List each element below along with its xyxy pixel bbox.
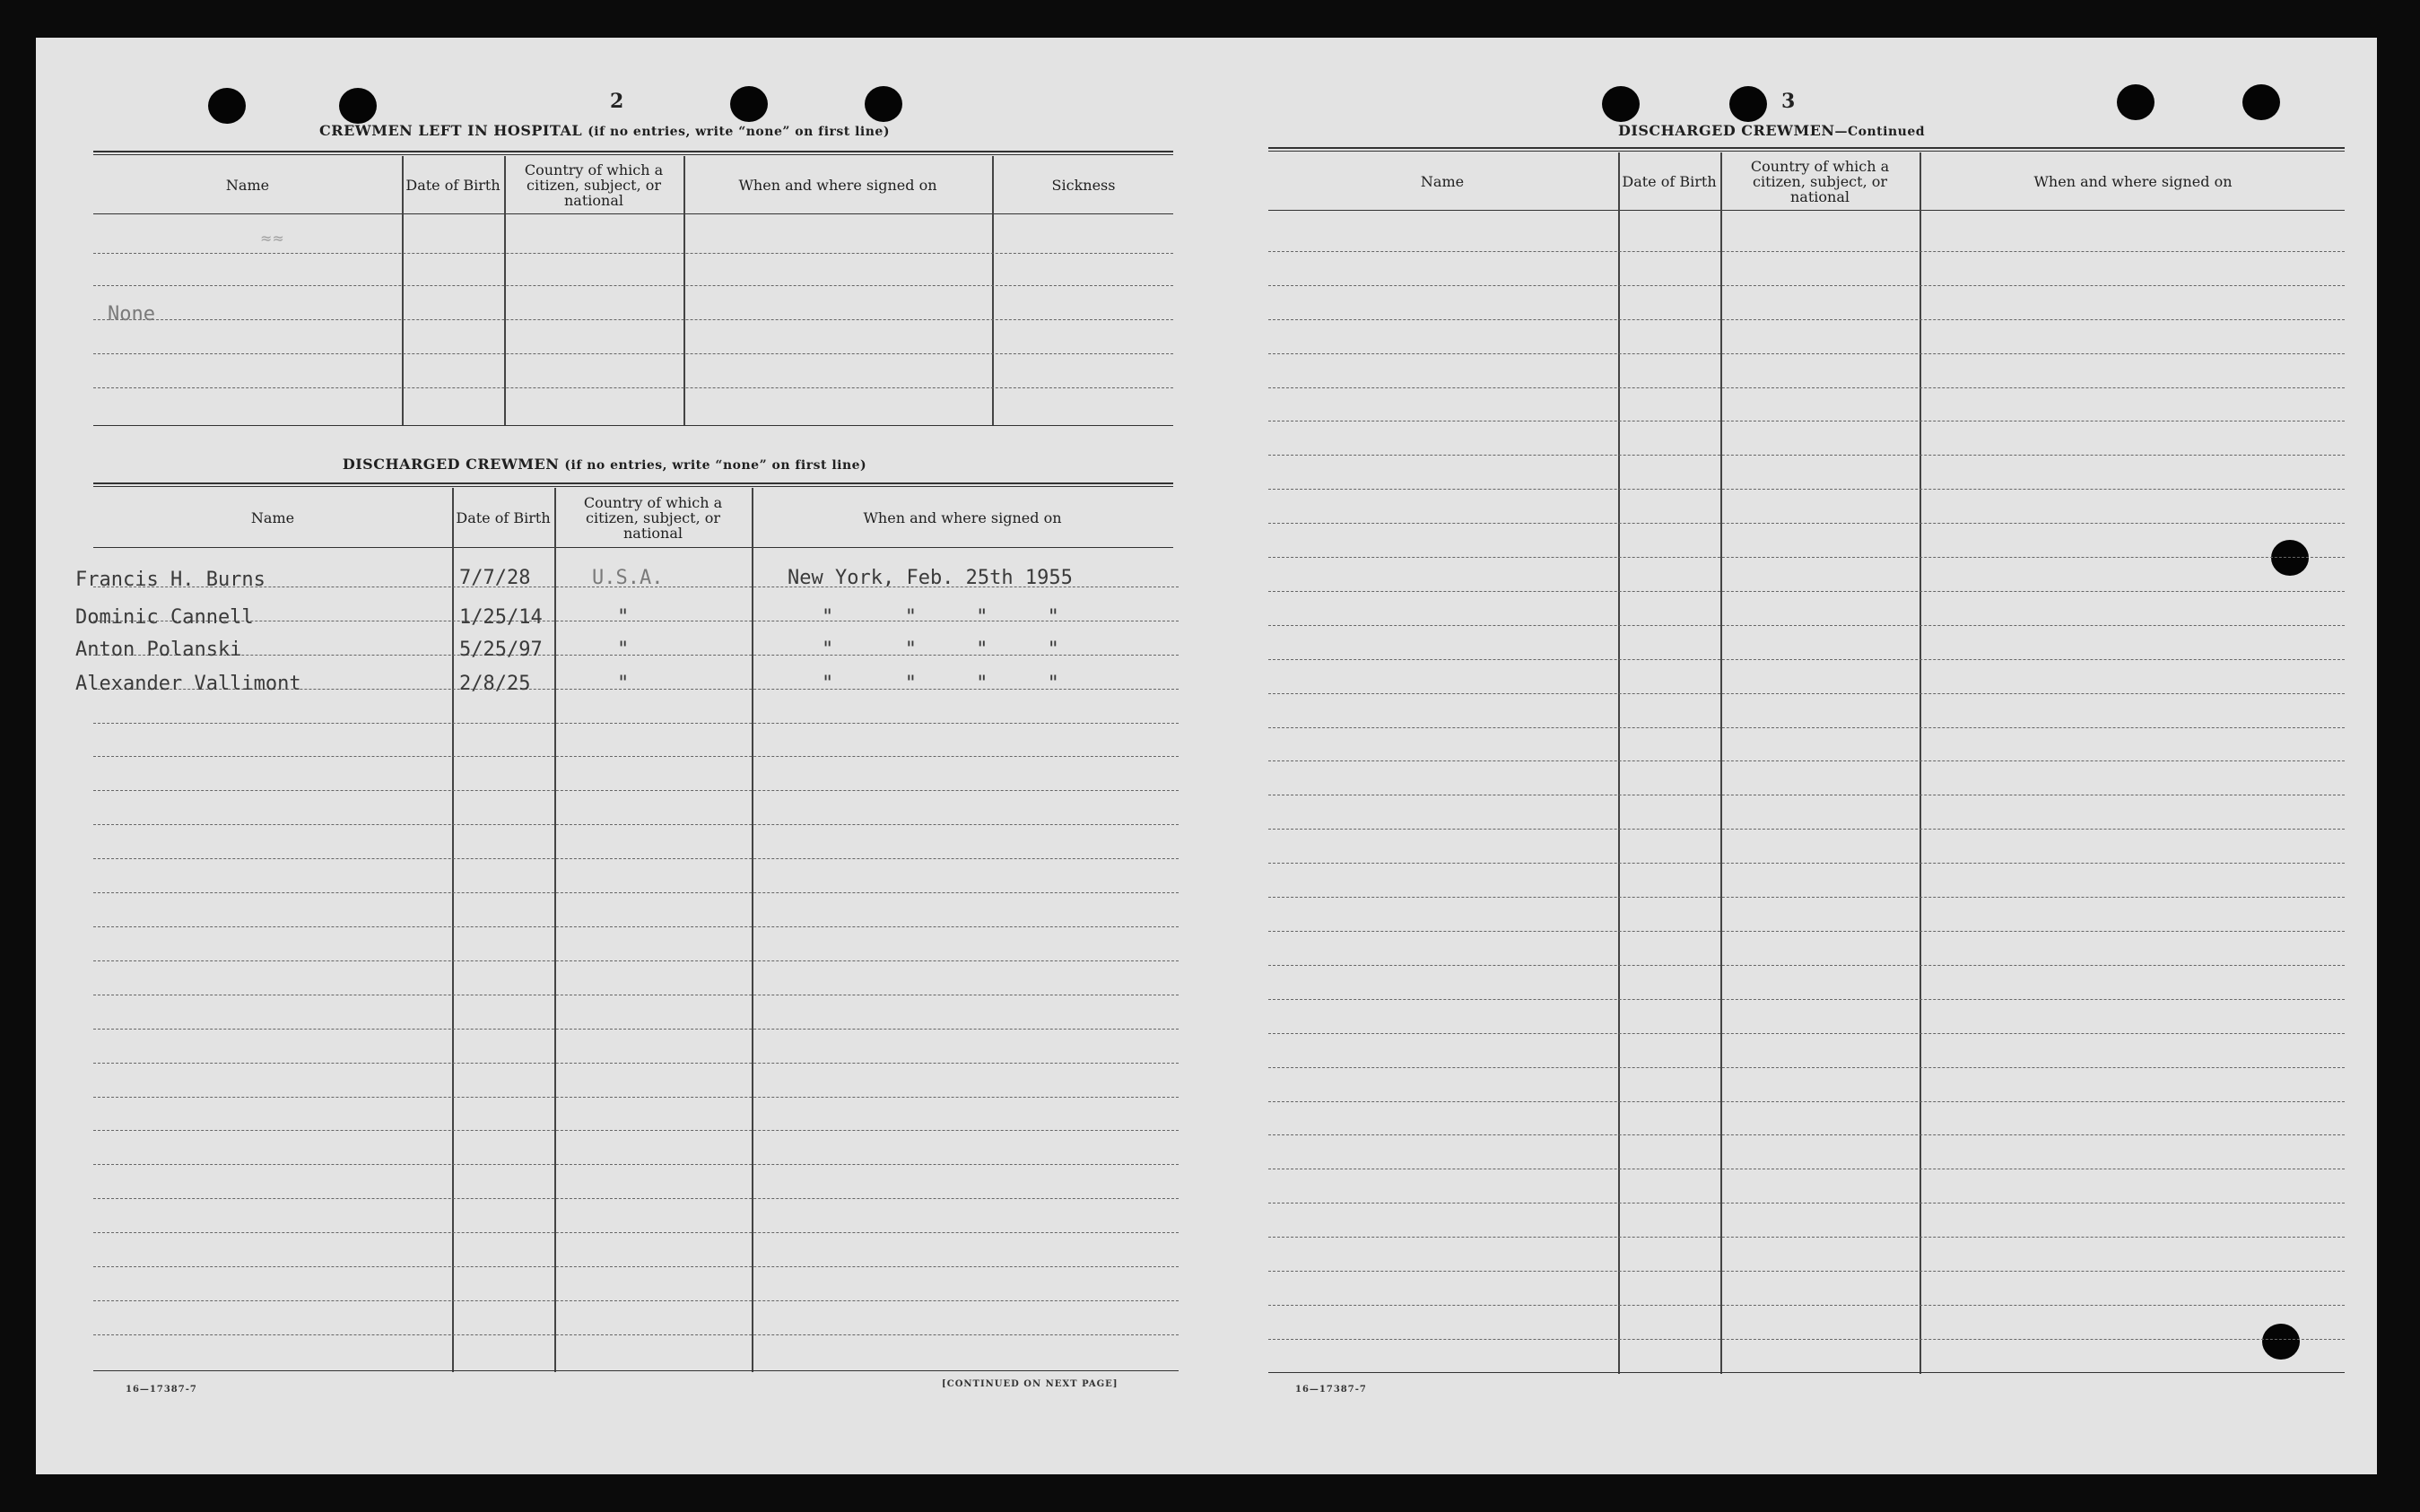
ruled-entry-line	[93, 960, 1179, 961]
crew-dob: 7/7/28	[459, 567, 531, 589]
discharged-header-name: Name	[250, 508, 295, 526]
ink-smudge: ≈≈	[260, 230, 284, 247]
hospital-entry-line	[93, 253, 1173, 254]
ruled-entry-line	[93, 1266, 1179, 1267]
right-title-suffix: —Continued	[1834, 125, 1926, 139]
crew-signed: New York, Feb. 25th 1955	[788, 567, 1073, 589]
right-header-bottom-rule	[1268, 210, 2345, 211]
hospital-table-top-rule	[93, 151, 1173, 152]
discharged-section-title	[93, 456, 1116, 473]
ruled-entry-line	[1268, 387, 2345, 388]
crew-country: "	[617, 606, 630, 629]
ruled-entry-line	[93, 1232, 1179, 1233]
hospital-entry-line	[93, 285, 1173, 286]
ruled-entry-line	[1268, 1339, 2345, 1340]
crew-name: Alexander Vallimont	[75, 673, 301, 695]
crew-dob: 1/25/14	[459, 606, 543, 629]
ruled-entry-line	[1268, 523, 2345, 524]
discharged-header-bottom-rule	[93, 547, 1173, 548]
crew-signed: " " " "	[822, 673, 1059, 695]
ruled-entry-line	[1268, 965, 2345, 966]
ruled-entry-line	[1268, 1033, 2345, 1034]
right-col-divider	[1919, 152, 1921, 1374]
right-header-country: Country of which a citizen, subject, or national	[1750, 157, 1890, 205]
punch-hole	[730, 86, 768, 122]
ruled-entry-line	[1268, 1271, 2345, 1272]
discharged-title-text: DISCHARGED CREWMEN	[342, 456, 560, 473]
ruled-entry-line	[93, 1097, 1179, 1098]
discharged-title-instruction: (if no entries, write “none” on first line)	[564, 458, 867, 473]
hospital-table-bottom-rule	[93, 425, 1173, 426]
discharged-table-top-rule-2	[93, 486, 1173, 487]
ruled-entry-line	[93, 1164, 1179, 1165]
ruled-entry-line	[1268, 760, 2345, 761]
ruled-entry-line	[1268, 863, 2345, 864]
punch-hole	[2271, 540, 2309, 576]
crew-name: Francis H. Burns	[75, 569, 266, 591]
right-table-top-rule-2	[1268, 151, 2345, 152]
crew-dob: 5/25/97	[459, 639, 543, 661]
crew-country: U.S.A.	[592, 567, 664, 589]
punch-hole	[2117, 84, 2154, 120]
ruled-entry-line	[1268, 557, 2345, 558]
ruled-entry-line	[1268, 1237, 2345, 1238]
ruled-entry-line	[1268, 353, 2345, 354]
punch-hole	[1602, 86, 1640, 122]
right-section-title	[1618, 122, 2049, 139]
punch-hole	[1729, 86, 1767, 122]
ruled-entry-line	[1268, 727, 2345, 728]
right-col-divider	[1618, 152, 1620, 1374]
form-number-left: 16—17387-7	[126, 1385, 197, 1395]
crew-signed: " " " "	[822, 606, 1059, 629]
ruled-entry-line	[1268, 1067, 2345, 1068]
discharged-table-bottom-rule	[93, 1370, 1179, 1371]
hospital-header-sickness: Sickness	[1051, 176, 1116, 194]
right-col-divider	[1720, 152, 1722, 1374]
crew-country: "	[617, 673, 630, 695]
ruled-entry-line	[1268, 1134, 2345, 1135]
crew-name: Anton Polanski	[75, 639, 242, 661]
page-number-right: 3	[1781, 90, 1796, 113]
ruled-entry-line	[93, 1063, 1179, 1064]
ruled-entry-line	[93, 824, 1179, 825]
hospital-header-signed: When and where signed on	[738, 176, 937, 194]
hospital-entry-line	[93, 319, 1173, 320]
ruled-entry-line	[1268, 693, 2345, 694]
ruled-entry-line	[1268, 1305, 2345, 1306]
ruled-entry-line	[1268, 897, 2345, 898]
ruled-entry-line	[1268, 319, 2345, 320]
ruled-entry-line	[93, 723, 1179, 724]
right-table-top-rule	[1268, 147, 2345, 149]
ruled-entry-line	[1268, 659, 2345, 660]
hospital-col-divider	[683, 156, 685, 425]
discharged-table-top-rule	[93, 482, 1173, 484]
crew-country: "	[617, 639, 630, 661]
ruled-entry-line	[1268, 625, 2345, 626]
ruled-entry-line	[93, 790, 1179, 791]
continued-note: [CONTINUED ON NEXT PAGE]	[942, 1379, 1119, 1389]
hospital-header-dob: Date of Birth	[405, 176, 501, 194]
ruled-entry-line	[93, 892, 1179, 893]
punch-hole	[208, 88, 246, 124]
hospital-col-divider	[992, 156, 994, 425]
ruled-entry-line	[1268, 829, 2345, 830]
ruled-entry-line	[1268, 1101, 2345, 1102]
hospital-title-instruction: (if no entries, write “none” on first line)	[588, 125, 890, 139]
hospital-entry-line	[93, 353, 1173, 354]
punch-hole	[2242, 84, 2280, 120]
ruled-entry-line	[1268, 455, 2345, 456]
ruled-entry-line	[93, 1130, 1179, 1131]
hospital-header-bottom-rule	[93, 213, 1173, 214]
right-header-signed: When and where signed on	[2033, 172, 2233, 190]
right-title-text: DISCHARGED CREWMEN	[1618, 122, 1835, 139]
page-number-left: 2	[610, 90, 624, 113]
ruled-entry-line	[1268, 251, 2345, 252]
crew-dob: 2/8/25	[459, 673, 531, 695]
ruled-entry-line	[1268, 999, 2345, 1000]
discharged-header-dob: Date of Birth	[456, 508, 551, 526]
discharged-header-signed: When and where signed on	[863, 508, 1062, 526]
right-header-dob: Date of Birth	[1622, 172, 1717, 190]
right-table-bottom-rule	[1268, 1372, 2345, 1373]
hospital-col-divider	[402, 156, 404, 425]
hospital-section-title	[93, 122, 1116, 139]
hospital-header-country: Country of which a citizen, subject, or national	[524, 161, 664, 209]
ruled-entry-line	[1268, 1203, 2345, 1204]
ruled-entry-line	[93, 1300, 1179, 1301]
ruled-entry-line	[93, 1198, 1179, 1199]
ruled-entry-line	[93, 1029, 1179, 1030]
ruled-entry-line	[93, 926, 1179, 927]
discharged-header-country: Country of which a citizen, subject, or national	[583, 493, 723, 542]
hospital-entry-line	[93, 387, 1173, 388]
ruled-entry-line	[1268, 931, 2345, 932]
punch-hole	[2262, 1324, 2300, 1360]
hospital-col-divider	[504, 156, 506, 425]
document-sheet	[36, 38, 2377, 1474]
ruled-entry-line	[93, 756, 1179, 757]
ruled-entry-line	[1268, 285, 2345, 286]
right-header-name: Name	[1420, 172, 1465, 190]
hospital-entry-none: None	[108, 303, 155, 326]
hospital-title-text: CREWMEN LEFT IN HOSPITAL	[319, 122, 583, 139]
ruled-entry-line	[93, 858, 1179, 859]
crew-signed: " " " "	[822, 639, 1059, 661]
ruled-entry-line	[1268, 591, 2345, 592]
hospital-header-name: Name	[225, 176, 270, 194]
crew-name: Dominic Cannell	[75, 606, 254, 629]
punch-hole	[339, 88, 377, 124]
ruled-entry-line	[1268, 489, 2345, 490]
ruled-entry-line	[93, 1334, 1179, 1335]
punch-hole	[865, 86, 902, 122]
hospital-table-top-rule-2	[93, 154, 1173, 155]
form-number-right: 16—17387-7	[1295, 1385, 1367, 1395]
